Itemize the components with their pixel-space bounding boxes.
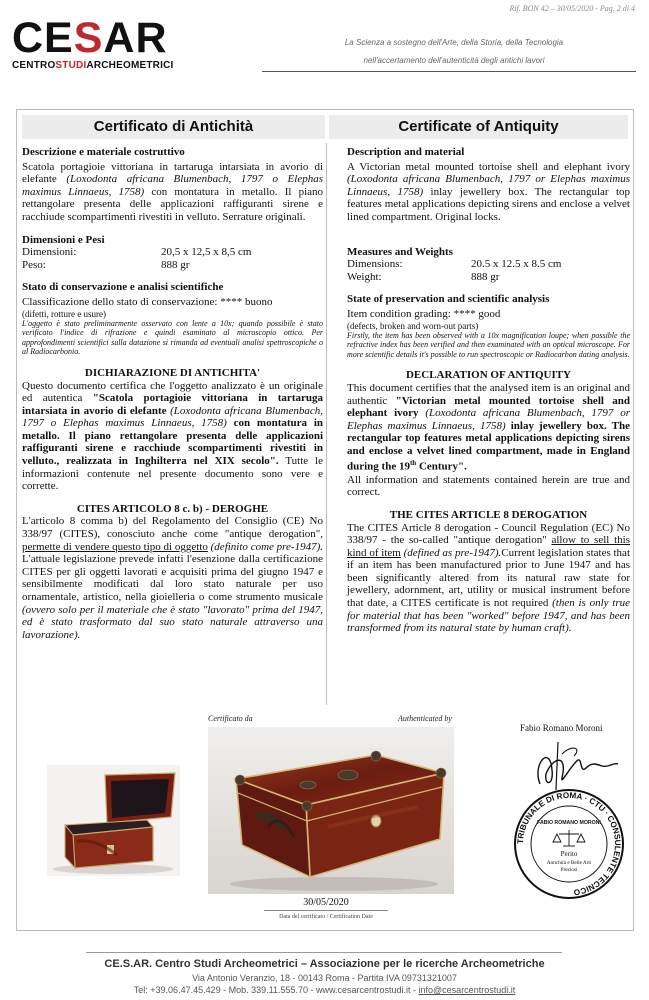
italian-column (22, 146, 323, 641)
handwritten-signature (522, 734, 622, 794)
analysis-note: Firstly, the item has been observed with a 10x magnification loupe; when possible the refractive index has been verified and then examinated with an optical microscope. For more scientific details it's possible to run spectroscopic or Radiocarbon dating analysis. (347, 330, 630, 359)
measures-heading: Measures and Weights (347, 245, 453, 258)
dimensions-heading: Dimensioni e Pesi (22, 233, 105, 246)
closed-box-photo (208, 727, 454, 894)
cites-heading: THE CITES ARTICLE 8 DEROGATION (389, 508, 588, 521)
header-divider (262, 71, 636, 72)
condition-note: (difetti, rotture e usure) (22, 308, 106, 319)
cesar-logo (12, 14, 232, 71)
declaration-text: Questo documento certifica che l'oggetto analizzato è un originale ed autentica "Scatola portagioie vittoriana in tartaruga intarsiata in avorio di elefante (Loxodonta africana Blumenbach, 1797 o Elephas maximus Linnaeus, 1758) con montatura in metallo. Il piano rettangolare presenta delle applicazioni raffiguranti sirene e racchiude scompartimenti rivestiti in velluto., realizzata in Inghilterra nel XIX secolo". Tutte le informazioni contenute nel presente documento sono vere e corrette. (22, 379, 324, 493)
cites-text: L'articolo 8 comma b) del Regolamento del Consiglio (CE) No 338/97 (CITES), conosciuto anche come "antique derogation", permette di vendere questo tipo di oggetto (definito come pre-1947). L'attuale legislazione prevede infatti l'esenzione dalla certificazione CITES per gli oggetti lavorati e acquisiti prima del giugno 1947 e sensibilmente modificati dal loro stato naturale per uso ornamentale, artistico, nella gioielleria o come strumento musicale (ovvero solo per il materiale che è stato "lavorato" prima del 1947, ed è stato trasformato dal suo stato naturale attraverso una lavorazione). (22, 515, 324, 641)
declaration-heading: DECLARATION OF ANTIQUITY (405, 369, 572, 382)
certification-date-block (264, 897, 388, 920)
logo-subtitle: CENTROSTUDIARCHEOMETRICI (12, 60, 174, 71)
title-italian: Certificato di Antichità (22, 115, 325, 139)
footer-divider (86, 952, 562, 953)
cites-heading: CITES ARTICOLO 8 c. b) - DEROGHE (76, 502, 269, 515)
signer-name: Fabio Romano Moroni (520, 723, 603, 733)
column-divider (326, 143, 327, 705)
weight-row: Peso: 888 gr (22, 258, 190, 271)
dimensions-row: Dimensions: 20.5 x 12.5 x 8.5 cm (347, 258, 562, 271)
description-heading: Description and material (347, 146, 465, 158)
analysis-note: L'oggetto è stato preliminarmente osservato con lente a 10x; quando possibile è stato verificato l'indice di rifrazione e quindi esaminato al microscopio ottico. Per approfondimenti scientifici sulla datazione si rimanda ad eventuali analisi spettroscopiche o al Radiocarbonio. (22, 318, 323, 357)
open-box-photo (47, 765, 180, 876)
svg-text:Antichità e Belle Arti: Antichità e Belle Arti (546, 860, 592, 866)
svg-text:TRIBUNALE DI ROMA · CTU · CONS: TRIBUNALE DI ROMA · CTU · CONSULENTE TECNICO (515, 790, 623, 897)
declaration-text: This document certifies that the analysed item is an original and authentic "Victorian metal mounted tortoise shell and elephant ivory (Loxodonta africana Blumenbach, 1797 or Elephas maximus Linnaeus, 1758) inlay jewellery box. The rectangular top features metal applications depicting sirens and enclose a velvet lined compartment, made in England during the 19th Century". (347, 381, 631, 474)
declaration-statement: All information and statements contained herein are true and correct. (347, 473, 630, 499)
certification-date: 30/05/2020 (303, 897, 349, 908)
description-heading: Descrizione e materiale costruttivo (22, 146, 185, 158)
condition-note: (defects, broken and worn-out parts) (347, 320, 479, 331)
title-english: Certificate of Antiquity (329, 115, 628, 139)
tagline-line-1: La Scienza a sostegno dell'Arte, della Storia, della Tecnologia (344, 38, 564, 47)
footer-organization: CE.S.AR. Centro Studi Archeometrici – Associazione per le ricerche Archeometriche (104, 958, 545, 970)
description-text: A Victorian metal mounted tortoise shell and elephant ivory (Loxodonta africana Blumenbach, 1797 or Elephas maximus Linnaeus, 1758) inlay jewellery box. The rectangular top features metal applications depicting sirens and enclose a velvet lined compartment. Original locks. (347, 160, 631, 223)
state-heading: State of preservation and scientific analysis (347, 293, 550, 306)
dimensions-row: Dimensioni: 20,5 x 12,5 x 8,5 cm (22, 246, 252, 259)
reference-number: Rif. BON 42 – 30/05/2020 - Pag. 2 di 4 (509, 4, 635, 13)
date-underline (264, 910, 388, 911)
date-caption: Data del certificato / Certification Date (279, 914, 373, 920)
condition-grade: Classificazione dello stato di conservazione: **** buono (22, 295, 273, 308)
logo-wordmark: CESAR (12, 14, 168, 62)
authenticated-by-caption: Authenticated by (398, 714, 452, 723)
svg-text:Preziosi: Preziosi (560, 867, 578, 873)
declaration-heading: DICHIARAZIONE DI ANTICHITA' (84, 366, 261, 379)
tagline-line-2: nell'accertamento dell'autenticità degli antichi lavori (363, 56, 545, 65)
footer-address: Via Antonio Veranzio, 18 - 00143 Roma - Partita IVA 09731321007 (192, 973, 457, 983)
svg-text:FABIO ROMANO MORONI: FABIO ROMANO MORONI (537, 820, 601, 826)
description-text: Scatola portagioie vittoriana in tartaruga intarsiata in avorio di elefante (Loxodonta africana Blumenbach, 1797 o Elephas maximus Linnaeus, 1758) con montatura in metallo. Il piano rettangolare presenta delle applicazioni raffiguranti sirene e racchiude scompartimenti rivestiti in velluto. Serrature originali. (22, 160, 324, 223)
official-stamp (513, 788, 625, 900)
state-heading: Stato di conservazione e analisi scientifiche (22, 281, 224, 294)
footer-email-link[interactable]: info@cesarcentrostudi.it (418, 985, 516, 995)
svg-text:Perito: Perito (560, 850, 578, 858)
certified-by-caption: Certificato da (208, 714, 253, 723)
footer-contacts: Tel: +39.06.47.45.429 - Mob. 339.11.555.70 - www.cesarcentrostudi.it - info@cesarcentrostudi.it (133, 985, 516, 995)
weight-row: Weight: 888 gr (347, 270, 500, 283)
english-column (347, 146, 630, 635)
condition-grade: Item condition grading: **** good (347, 307, 501, 320)
cites-text: The CITES Article 8 derogation - Council Regulation (EC) No 338/97 - the so-called "antique derogation" allow to sell this kind of item (defined as pre-1947).Current legislation states that if an item has been manufactured prior to June 1947 and has been significantly altered from its natural raw state for jewellery, adornment, art, utility or musical instrument before that date, a CITES certificate is not required (then is only true for material that has been "worked" before 1947, and has been transformed from its natural state by human craft). (347, 521, 630, 635)
